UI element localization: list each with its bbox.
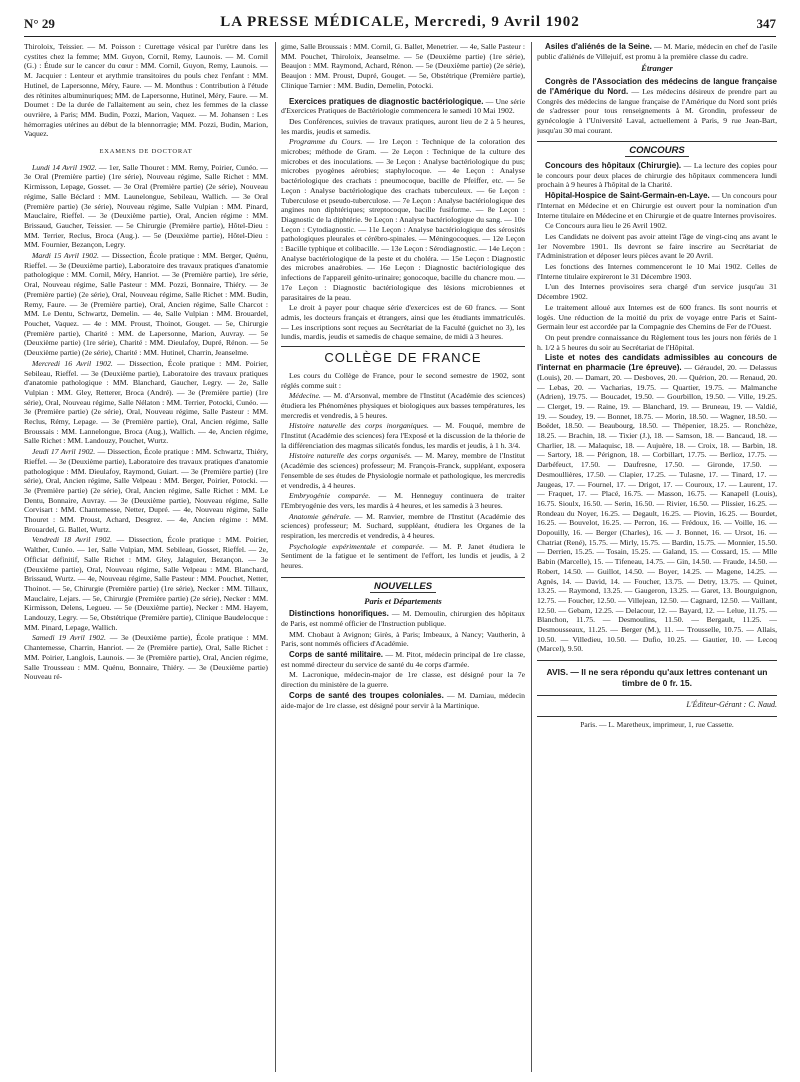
course-text: — M. Fouqué, membre de l'Institut (Académie des sciences) fera l'Exposé et la discussion de la théorie de la différenciation des magmas silicatés fondus, les mardis et jeudis, à 1 h. 3/4. bbox=[281, 421, 525, 450]
news-title: Distinctions honorifiques. bbox=[289, 609, 389, 619]
exam-date: Jeudi 17 Avril 1902. bbox=[32, 447, 96, 457]
news-title: Hôpital-Hospice de Saint-Germain-en-Laye. bbox=[545, 191, 710, 201]
course-paragraph bbox=[281, 391, 525, 420]
article-paragraph: Les cours du Collège de France, pour le second semestre de 1902, sont réglés comme suit : bbox=[281, 370, 525, 390]
exam-day-paragraph bbox=[24, 447, 268, 534]
article-paragraph: Le droit à payer pour chaque série d'exercices est de 60 francs. — Sont admis, les docteurs français et étrangers, ainsi que les étudiants immatriculés. — Les inscriptions sont reçues au Secrétariat de la Faculté (guichet no 3), les lundis, mardis, jeudis et samedis de chaque semaine, de midi à 3 heures. bbox=[281, 303, 525, 342]
news-title: Congrès de l'Association des médecins de langue française de l'Amérique du Nord. bbox=[537, 77, 777, 96]
news-text: — M. Pitot, médecin principal de 1re classe, est nommé directeur du service de santé du 4e corps d'armée. bbox=[281, 650, 525, 669]
course-paragraph bbox=[281, 542, 525, 571]
article-text: — Une série d'Exercices Pratiques de Bactériologie commencera le samedi 10 Mai 1902. bbox=[281, 96, 525, 116]
course-paragraph bbox=[281, 421, 525, 450]
column-1 bbox=[24, 42, 268, 1072]
exam-day-paragraph bbox=[24, 633, 268, 682]
news-paragraph: Les fonctions des Internes commenceront le 10 Mai 1902. Celles de l'Interne titulaire expireront le 31 Décembre 1903. bbox=[537, 262, 777, 281]
page-number: 347 bbox=[756, 16, 776, 31]
news-paragraph: On peut prendre connaissance du Règlement tous les jours non fériés de 1 h. 1/2 à 5 heures du soir au Secrétariat de l'Hôpital. bbox=[537, 332, 777, 352]
news-paragraph bbox=[281, 691, 525, 710]
news-paragraph: M. Lacronique, médecin-major de 1re classe, est désigné pour la 7e direction du ministère de la guerre. bbox=[281, 670, 525, 690]
news-text: — Les médecins désireux de prendre part au Congrès des médecins de langue française de l'Amérique du Nord sont priés de s'adresser pour tous renseignements à M. Grondin, professeur de gynécologie à l'Université Laval, actuellement à Paris, 9 rue Jean-Bart, jusqu'au 30 mai courant. bbox=[537, 86, 777, 135]
exam-day-paragraph bbox=[24, 251, 268, 358]
exam-day-paragraph bbox=[24, 359, 268, 446]
issue-number: N° 29 bbox=[24, 16, 55, 31]
news-paragraph bbox=[281, 609, 525, 628]
page-header bbox=[24, 14, 776, 37]
column-divider bbox=[531, 42, 532, 1072]
column-divider bbox=[275, 42, 276, 1072]
exam-text: — Dissection, École pratique : MM. Poirier, Walther, Cunéo. — 1er, Salle Vulpian, MM. Sebileau, Gosset, Rieffel. — 2e, Officiat définitif, Salle Richet : MM. Gley, Jalaguier, Bezançon. — 3e (Deuxième partie), Oral, Nouveau régime, Salle Velpeau : MM. Blanchard, Brissaud, Wurtz. — 4e, Nouveau régime, Salle Pasteur : MM. Pouchet, Netter, Thoinot. — 5e, Chirurgie (Première partie) (1re série), Necker : MM. Tillaux, Mauclaire, Lejars. — 5e, Chirurgie (Première partie) (2e série), Necker : MM. Kirmisson, Delens, Legueu. — 5e (Deuxième partie), Necker : MM. Hayem, Landouzy, Legry. — 5e, Obstétrique (Première partie), Clinique Baudelocque : MM. Pinard, Lepage, Wallich. bbox=[24, 535, 268, 632]
exam-text: — Dissection, École pratique : MM. Poirier, Sebileau, Rieffel. — 3e (Deuxième partie), Laboratoire des travaux pratiques d'anatomie pathologique : MM. Blanchard, Gaucher, Legry. — 2e, Salle Vulpian : MM. Gley, Retterer, Broca (André). — 3e (Première partie) (1re série), Oral, Nouveau régime, Salle Nélaton : MM. Terrier, Potocki, Cunéo. — 3e (Première partie) (2e série), Oral, Nouveau régime, Salle Pasteur : MM. Reclus, Rémy, Lepage. — 3e (Première partie), Oral, Ancien régime, Salle Broussais : MM. Lannelongue, Broca (Aug.), Wallich. — 4e, Ancien régime, Salle Richet : MM. Landouzy, Pouchet, Wurtz. bbox=[24, 358, 268, 446]
article-paragraph: Des Conférences, suivies de travaux pratiques, auront lieu de 2 à 5 heures, les mardis, jeudis et samedis. bbox=[281, 116, 525, 136]
course-paragraph bbox=[281, 451, 525, 490]
news-text: — La lecture des copies pour le concours pour deux places de chirurgie des hôpitaux commencera lundi prochain à 9 heures à l'hôpital de la Charité. bbox=[537, 161, 777, 190]
news-text: — M. Damiau, médecin aide-major de 1re classe, est désigné pour servir à la Martinique. bbox=[281, 690, 525, 710]
theses-continuation: Thiroloix, Teissier. — M. Poisson : Curettage vésical par l'urètre dans les cystites chez la femme; MM. Guyon, Cornil, Remy, Launois. — M. Cornil (G.) : Étude sur le cancer du cœur : MM. Cornil, Guyon, Remy, Launois. — M. Jacquier : Lenteur et arythmie transitoires du pouls chez l'enfant : MM. Hutinel, de Lapersonne, Méry, Faure. — M. Monthus : Contribution à l'étude des rétinites albuminuriques; MM. de Lapersonne, Hutinel, Méry, Faure. — M. Doumet : De la durée de l'allaitement au sein, chez les femmes de la classe ouvrière, à Paris; MM. Budin, Pozzi, Marion, Vaquez. — M. Johansen : Les hémorragies utérines au début de la blennorragie; MM. Pozzi, Budin, Marion, Vaquez. bbox=[24, 42, 268, 139]
news-paragraph bbox=[537, 77, 777, 135]
course-text: — M. Ranvier, membre de l'Institut (Académie des sciences) professeur; M. Suchard, suppléant, étudiera les Organes de la respiration, les mercredis et vendredis, à 4 heures. bbox=[281, 511, 525, 541]
course-label: Embryogénie comparée. bbox=[289, 491, 371, 501]
exam-day-paragraph bbox=[24, 163, 268, 250]
paris-departements-subheading: Paris et Départements bbox=[364, 595, 442, 606]
exam-text: — 3e (Deuxième partie), École pratique : MM. Chantemesse, Charrin, Hanriot. — 2e (Première partie), Oral, Salle Richet : MM. Poirier, Langlois, Launois. — 3e (Première partie), Oral, Ancien régime, Salle Trousseau : MM. Quénu, Bonnaire, Thiéry. — 3e (Deuxième partie) Nouveau ré- bbox=[24, 633, 268, 682]
etranger-subheading: Étranger bbox=[641, 63, 673, 74]
course-label: Médecine. bbox=[289, 391, 321, 401]
editor-line: L'Éditeur-Gérant : C. Naud. bbox=[537, 695, 777, 710]
course-paragraph bbox=[281, 491, 525, 510]
course-text: — M. d'Arsonval, membre de l'Institut (Académie des sciences) étudiera les Phénomènes physiques et biologiques aux basses températures, les mercredis et vendredis, à 5 heures. bbox=[281, 391, 525, 420]
news-text: — M. Demoulin, chirurgien des hôpitaux de Paris, est nommé officier de l'Instruction publique. bbox=[281, 609, 525, 628]
news-paragraph bbox=[537, 353, 777, 654]
news-title: Concours des hôpitaux (Chirurgie). bbox=[545, 161, 682, 171]
article-title: Exercices pratiques de diagnostic bactériologique. bbox=[289, 96, 484, 106]
news-paragraph: L'un des Internes provisoires sera chargé d'un service jusqu'au 31 Décembre 1902. bbox=[537, 282, 777, 302]
course-label: Histoire naturelle des corps organisés. bbox=[289, 451, 412, 461]
concours-heading: CONCOURS bbox=[537, 141, 777, 158]
exam-day-paragraph bbox=[24, 535, 268, 632]
exam-text: — Dissection, École pratique : MM. Berger, Quénu, Rieffel. — 3e (Deuxième partie), Laboratoire des travaux pratiques d'anatomie pathologique : MM. Cornil, Méry, Hanriot. — 3e (Première partie), 1re série, Oral, Nouveau régime, Salle Pasteur : MM. Pozzi, Bonnaire, Thiéry. — 3e (Première partie) (2e série), Oral, Nouveau régime, Salle Richet : MM. Budin, Remy, Faure. — 3e (Première partie), Oral, Ancien régime, Salle Charcot : MM. Le Dentu, Schwartz, Demelin. — 4e, Salle Vulpian : MM. Brouardel, Pouchet, Vaquez. — 4e : MM. Proust, Thoinot, Gouget. — 5e, Chirurgie (Première partie), Charité : MM. de Lapersonne, Marion, Auvray. — 5e (Deuxième partie) (1re série), Charité : MM. Dieulafoy, Dupré, Rénon. — 5e (Deuxième partie) (2e série), Charité : MM. Hutinel, Charrin, Jeanselme. bbox=[24, 251, 268, 358]
course-label: Anatomie générale. bbox=[289, 511, 352, 521]
news-paragraph: Le traitement alloué aux Internes est de 600 francs. Ils sont nourris et logés. Une réduction de la moitié du prix de voyage entre Paris et Saint-Germain leur est accordée par la Compagnie des Chemins de Fer de l'Ouest. bbox=[537, 302, 777, 332]
news-paragraph: MM. Chobaut à Avignon; Girès, à Paris; Imbeaux, à Nancy; Vautherin, à Paris, sont nommés officiers d'Académie. bbox=[281, 629, 525, 649]
program-label: Programme du Cours. bbox=[289, 137, 363, 147]
exam-date: Mercredi 16 Avril 1902. bbox=[32, 358, 113, 368]
candidate-list: — Géraudel, 20. — Delassus (Louis), 20. — Damart, 20. — Desboves, 20. — Quérion, 20. — Renaud, 20. — Lebas, 20. — Vacharias, 19.75. — Quartier, 19.75. — Malmanche (Adrien), 19.75. — Boucadet, 19.50. — Gourbillon, 19.50. — Ville, 19.25. — Clerget, 19. — Raine, 19. — Blanchard, 19. — Bruneau, 19. — Valdié, 19. — Soudey, 19. — Bonnet, 18.75. — Morin, 18.50. — Wagner, 18.50. — Boëdet, 18.50. — Beaubourg, 18.50. — Thépenier, 18.25. — Ronchèze, 18.25. — Brachin, 18. — Tixier (J.), 18. — Samson, 18. — Bancaud, 18. — Charlier, 18. — Malaquisc, 18. — Aujuère, 18. — Croix, 18. — Barbin, 18. — Sartory, 18. — Pérignon, 18. — Corbillart, 17.75. — Berlioz, 17.75. — Darbéfeuct, 17.50. — Daufresne, 17.50. — Gironde, 17.50. — Desmoullières, 17.50. — Clapier, 17.25. — Tulasne, 17. — Tinard, 17. — Jaugeas, 17. — Fournel, 17. — Drigot, 17. — Couroux, 17. — Laurent, 17. — Fraquet, 17. — Placé, 16.75. — Masson, 16.75. — Kanapell (Louis), 16.75. Sioulx, 16.50. — Serin, 16.50. — Rivier, 16.50. — Plissier, 16.25. — Rondeau du Noyer, 16.25. — Degault, 16.25. — Piovin, 16.25. — Bourdet, 16.25. — Bouvelot, 16.25. — Perron, 16. — Frédoux, 16. — Voille, 16. — Dopouilly, 16. — Berger (Charles), 16. — J. Bonnet, 16. — Ursot, 16. — Chatriat (René), 15.75. — Mirly, 15.75. — Bardin, 15.75. — Monnier, 15.50. — Derrien, 15.25. — Tosain, 15.25. — Galand, 15. — Cossard, 15. — Mlle Babin (Marcelle), 15. — Tifeneau, 14.75. — Gin, 14.50. — Fraude, 14.50. — Robert, 14.50. — Guillot, 14.50. — Boyer, 14.25. — Magene, 14.25. — Agnès, 14. — David, 14. — Foucher, 13.75. — Detry, 13.75. — Quinet, 13.25. — Raymond, 13.25. — Gaugeron, 13.25. — Garet, 13. Bourguignon, 12.75. — Foucher, 12.50. — Villejean, 12.50. — Cagnard, 12.50. — Vaillant, 12.50. — Gebam, 12.25. — Delacour, 12. — Bayard, 12. — Lelue, 11.75. — Blanchon, 11.75. — Desmoulins, 11.50. — Bergault, 11.25. — Desmousseaux, 11.25. — Berger (M.), 11. — Trousselle, 10.75. — Allais, 10.50. — Villedieu, 10.50. — Dufio, 10.25. — Gautier, 10. — Lecoq (Marcel), 9.50. bbox=[537, 363, 777, 654]
printer-line: Paris. — L. Maretheux, imprimeur, 1, rue Cassette. bbox=[537, 716, 777, 730]
news-paragraph bbox=[537, 161, 777, 190]
news-title: Liste et notes des candidats admissibles au concours de l'internat en pharmacie (1re épreuve). bbox=[537, 353, 777, 373]
program-text: — 1re Leçon : Technique de la coloration des microbes; méthode de Gram. — 2e Leçon : Technique de la culture des microbes et des inoculations. — 3e Leçon : Analyse bactériologique du pus; microbes pyogènes aérobies; staphylocoque. — 4e Leçon : Analyse bactériologique des crachats : pneumocoque, bacille de Pfeiffer, etc. — 5e Leçon : Analyse bactériologique des crachats tuberculeux. — 6e Leçon : Tuberculose et pseudo-tuberculose. — 7e Leçon : Analyse bactériologique des angines non diphtériques; streptocoque, bacille fusiforme. — 8e Leçon : Diagnostic de la diphtérie. 9e Leçon : Analyse bactériologique du sang. — 10e Leçon : Cytodiagnostic. — 11e Leçon : Analyse bactériologique des sérosités pathologiques pleurales et cérébro-spinales. — Méningocoques. — 12e Leçon : Bacille typhique et colibacille. — 13e Leçon : Sérodiagnostic. — 14e Leçon : Analyse bactériologique de la peste et du choléra. — 15e Leçon : Diagnostic des microbes anaérobies. — 16e Leçon : Diagnostic bactériologique des infections de l'appareil génito-urinaire; gonocoque, bacille du chancre mou. — 17e Leçon : Diagnostic bactériologique des lésions microbiennes et parasitaires de la peau. bbox=[281, 137, 525, 302]
exam-section-heading: EXAMENS DE DOCTORAT bbox=[99, 148, 193, 156]
avis-notice: AVIS. — Il ne sera répondu qu'aux lettres contenant un timbre de 0 fr. 15. bbox=[537, 660, 777, 689]
news-paragraph bbox=[537, 42, 777, 61]
nouvelles-heading: NOUVELLES bbox=[281, 577, 525, 594]
masthead-title: LA PRESSE MÉDICALE, Mercredi, 9 Avril 1902 bbox=[220, 14, 580, 30]
article-paragraph bbox=[281, 137, 525, 302]
column-2 bbox=[281, 42, 525, 1072]
exam-date: Samedi 19 Avril 1902. bbox=[32, 633, 106, 643]
news-paragraph: Les Candidats ne doivent pas avoir atteint l'âge de vingt-cinq ans avant le 1er Novembre 1901. Ils devront se faire inscrire au Secrétariat de l'Administration et déposer leurs pièces avant le 20 Avril. bbox=[537, 231, 777, 261]
news-paragraph bbox=[537, 191, 777, 220]
course-paragraph bbox=[281, 512, 525, 541]
exam-date: Vendredi 18 Avril 1902. bbox=[32, 535, 113, 545]
college-de-france-heading: COLLÈGE DE FRANCE bbox=[281, 346, 525, 367]
news-paragraph bbox=[281, 650, 525, 669]
news-title: Corps de santé militaire. bbox=[289, 650, 384, 660]
course-label: Histoire naturelle des corps inorganiques. bbox=[289, 421, 429, 431]
exam-date: Mardi 15 Avril 1902. bbox=[32, 251, 99, 261]
article-paragraph bbox=[281, 97, 525, 116]
exam-continuation: gime, Salle Broussais : MM. Cornil, G. Ballet, Menetrier. — 4e, Salle Pasteur : MM. Pouchet, Thiroloix, Jeanselme. — 5e (Deuxième partie) (1re série), Beaujon : MM. Raymond, Achard, Rénon. — 5e (Deuxième partie) (2e série), Beaujon : MM. Proust, Dupré, Gouget. — 5e, Obstétrique (Première partie), Clinique Tarnier : MM. Budin, Demelin, Potocki. bbox=[281, 42, 525, 90]
news-title: Corps de santé des troupes coloniales. bbox=[289, 690, 444, 700]
exam-text: — Dissection, École pratique : MM. Schwartz, Thiéry, Rieffel. — 3e (Deuxième partie), Laboratoire des travaux pratiques d'anatomie pathologique : MM. Dieulafoy, Raymond, Guiart. — 3e (Première partie) (1re série), Oral, Ancien régime, Salle Velpeau : MM. Berger, Poirier, Potocki. — 3e (Première partie) (2e série), Oral, Ancien régime, Salle Richet : MM. Le Dentu, Bonnaire, Auvray. — 3e (Deuxième partie), Nouveau régime, Salle Corvisart : MM. Chantemesse, Netter, Dupré. — 4e, Nouveau régime, Salle Thouret : MM. Proust, Achard, Desgrez. — 4e, Ancien régime : MM. Brouardel, G. Ballet, Wurtz. bbox=[24, 447, 268, 534]
news-paragraph: Ce Concours aura lieu le 26 Avril 1902. bbox=[545, 221, 667, 231]
exam-text: — 1er, Salle Thouret : MM. Remy, Poirier, Cunéo. — 3e Oral (Première partie) (1re série), Nouveau régime, Salle Richet : MM. Kirmisson, Lepage, Gosset. — 3e Oral (Première partie) (2e série), Nouveau régime, Salle Béclard : MM. Launelongue, Sebileau, Wallich. — 3e Oral (Première partie) (3e série), Nouveau régime, Salle Vulpian : MM. Pinard, Mauclaire, Rieffel. — 3e (Deuxième partie), Oral, Ancien régime : MM. Brissaud, Gaucher, Teissier. — 5e Chirurgie (Première partie), Hôtel-Dieu : MM. Terrier, Reclus, Broca (Aug.). — 5e (Deuxième partie), Hôtel-Dieu : MM. Fournier, Bezançon, Legry. bbox=[24, 162, 268, 250]
course-label: Psychologie expérimentale et comparée. bbox=[289, 541, 425, 551]
exam-date: Lundi 14 Avril 1902. bbox=[32, 162, 97, 172]
course-text: — M. Marey, membre de l'Institut (Académie des sciences) professeur; M. François-Franck, suppléant, exposera l'ensemble de ses études de Physiologie normale et pathologique, les mercredis et vendredis, à 4 heures. bbox=[281, 451, 525, 490]
news-text: — M. Marie, médecin en chef de l'asile public d'aliénés de Villejuif, est promu à la première classe du cadre. bbox=[537, 42, 777, 61]
news-text: — Un concours pour l'Internat en Médecine et en Chirurgie est ouvert pour la nomination d'un Interne titulaire en Médecine et en Chirurgie et de quatre Internes provisoires. bbox=[537, 191, 777, 220]
course-text: — M. Henneguy continuera de traiter l'Embryogénie des vers, les mardis à 4 heures, et les samedis à 3 heures. bbox=[281, 491, 525, 510]
column-3 bbox=[537, 42, 777, 1072]
news-title: Asiles d'aliénés de la Seine. bbox=[545, 42, 652, 51]
course-text: — M. P. Janet étudiera le Sentiment de la fatigue et le sentiment de l'effort, les lundis et jeudis, à 2 heures. bbox=[281, 541, 525, 571]
